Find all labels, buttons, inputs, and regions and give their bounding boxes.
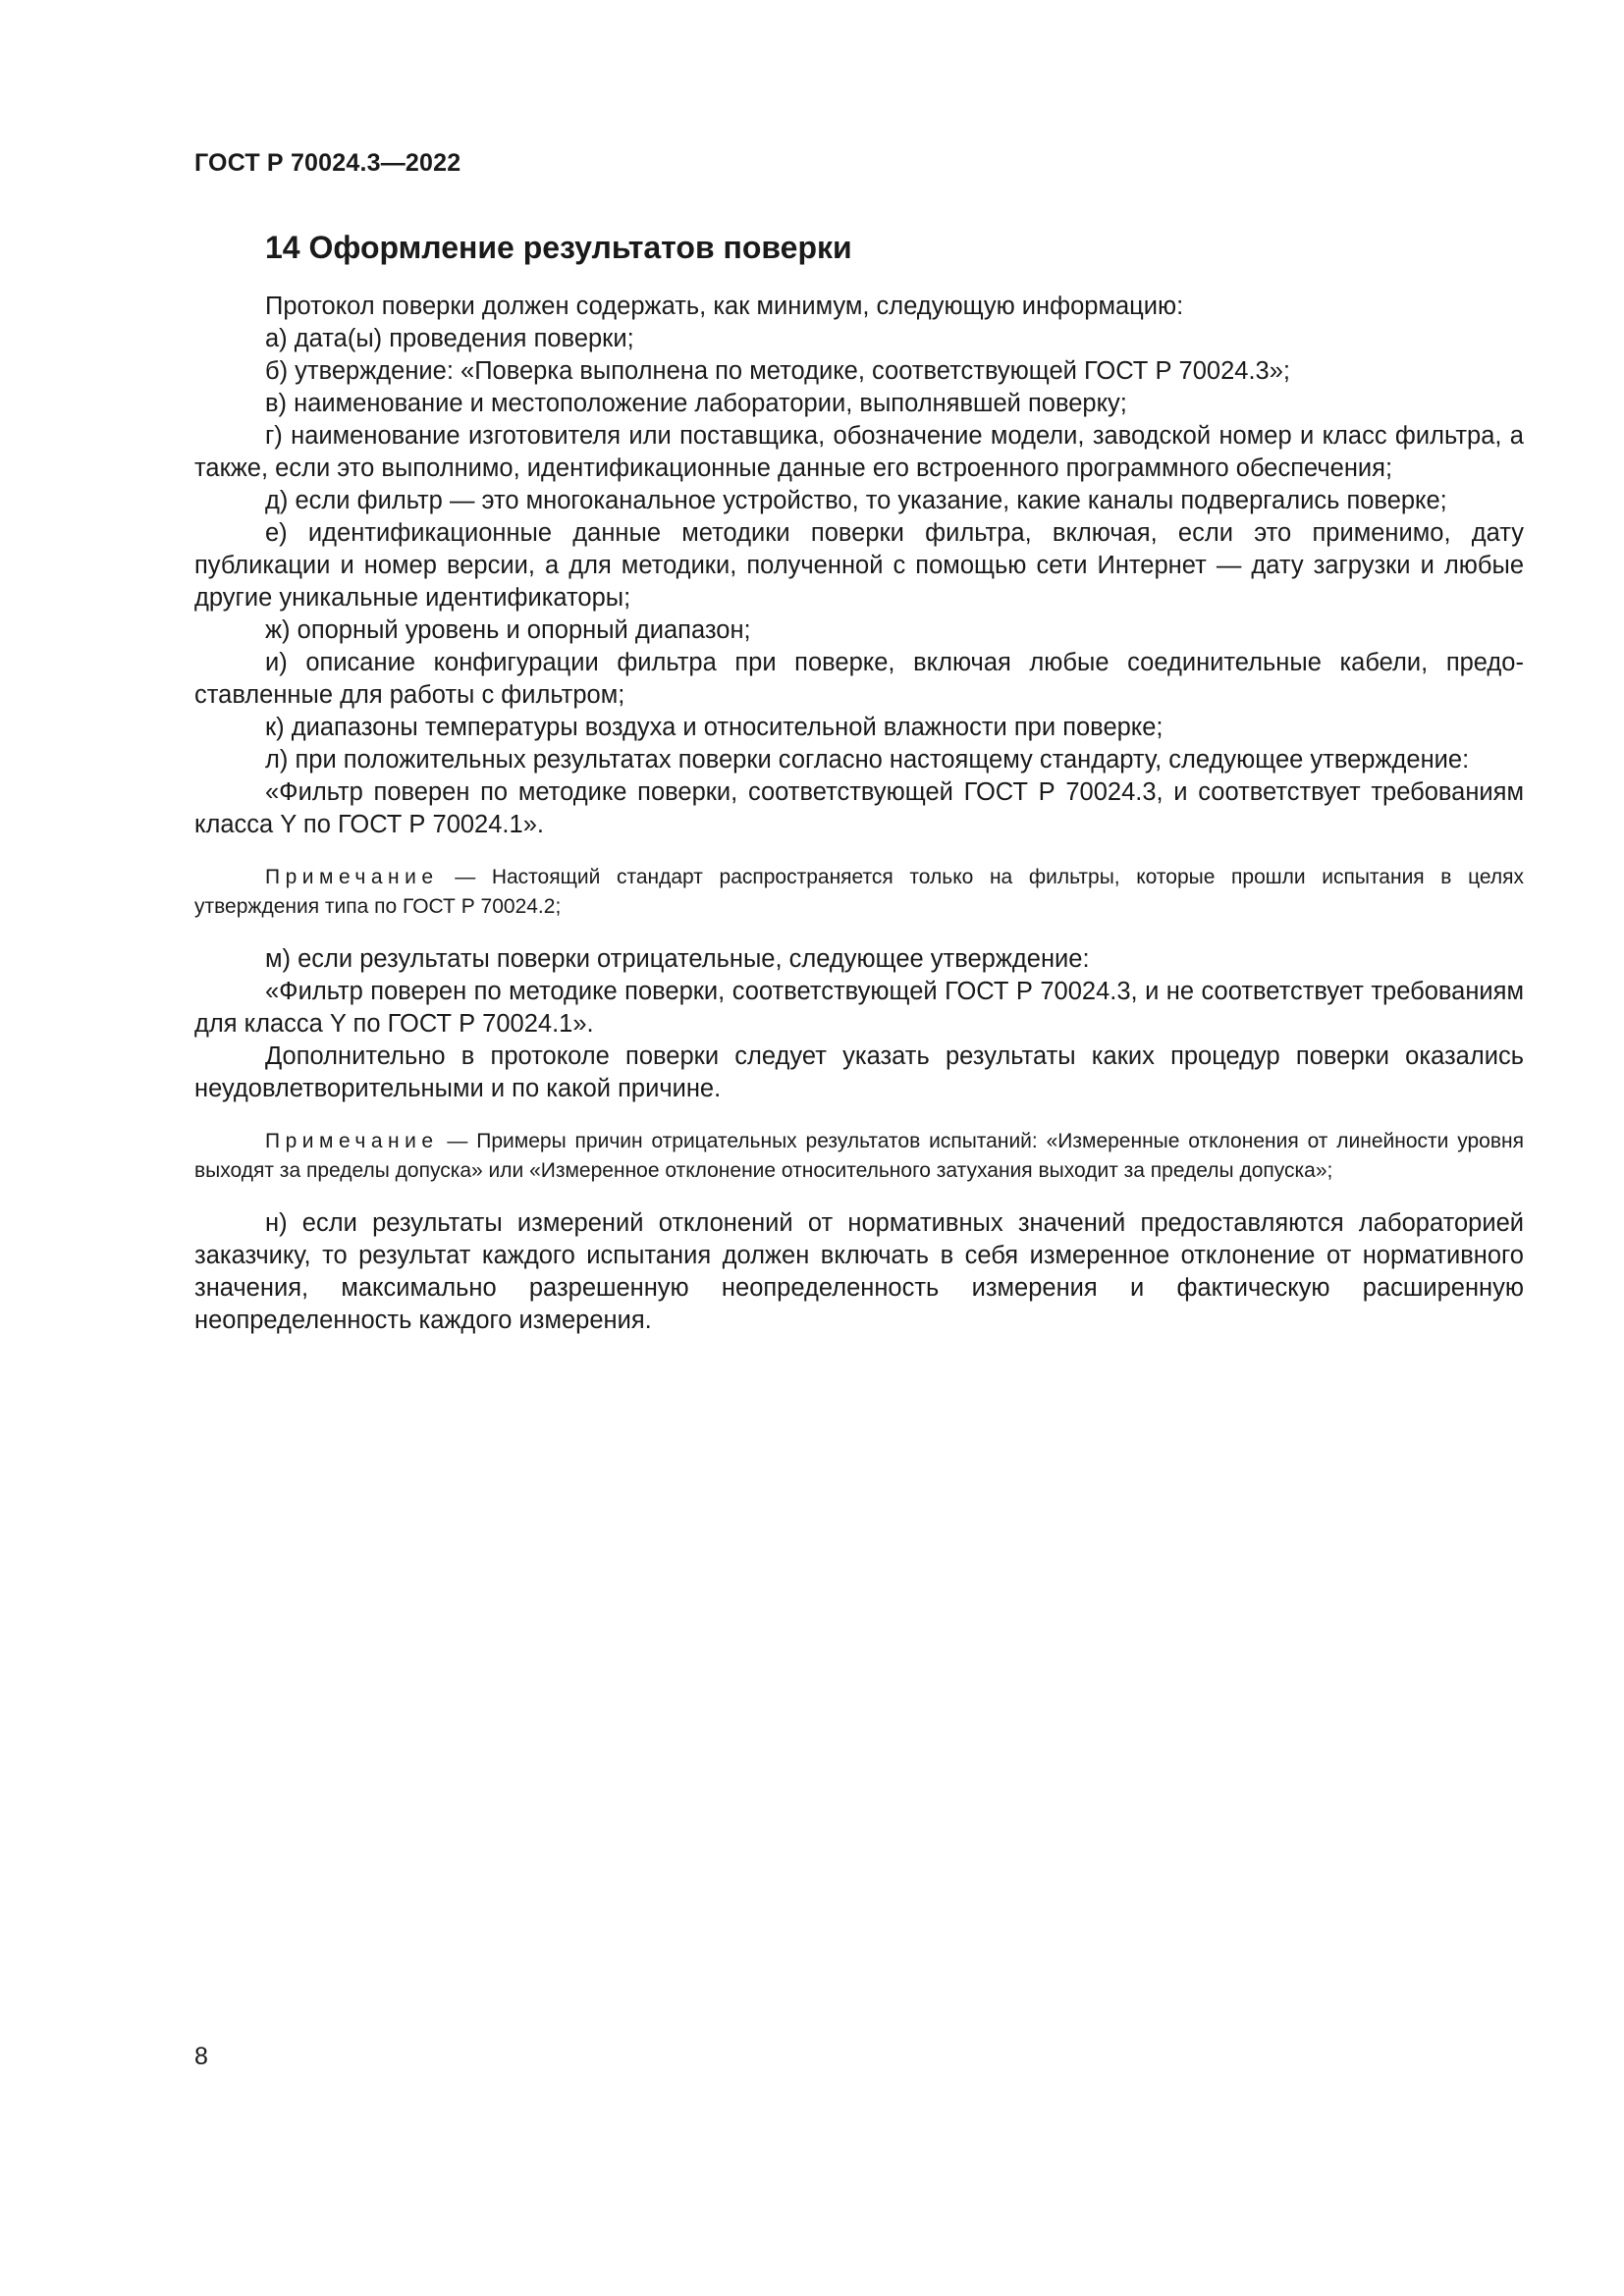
note-text: — Настоящий стандарт распространяется только на фильтры, которые прошли испытания в целях утверждения типа по ГОСТ Р 70024.2; (194, 866, 1524, 918)
list-item-n: н) если результаты измерений отклонений от нормативных значений предоставляются лабораторией заказчику, то результат каждого испытания должен включать в себя измеренное отклонение от нормативного значения, максимально разрешенную неопределенность измерения и фактическую расширенную неопределенность каждого измерения. (194, 1209, 1524, 1334)
paragraph-additional: Дополнительно в протоколе поверки следует указать результаты каких процедур поверки оказались неудовлетворительными и по какой причине. (194, 1042, 1524, 1102)
quote-negative: «Фильтр поверен по методике поверки, соответствующей ГОСТ Р 70024.3, и не соответствует требованиям для класса Y по ГОСТ Р 70024.1». (194, 978, 1524, 1038)
note-1 (194, 863, 1524, 922)
list-item-l: л) при положительных результатах поверки согласно настоящему стандарту, следующее утверждение: (265, 746, 1470, 774)
list-item-zh: ж) опорный уровень и опорный диапазон; (265, 616, 751, 644)
list-item-e: е) идентификационные данные методики поверки фильтра, включая, если это применимо, дату публикации и номер версии, а для методики, полученной с помощью сети Интернет — дату загрузки и любые другие уникальные идентификаторы; (194, 519, 1524, 612)
quote-positive: «Фильтр поверен по методике поверки, соответствующей ГОСТ Р 70024.3, и соответствует требованиям класса Y по ГОСТ Р 70024.1». (194, 778, 1524, 838)
section-title: 14 Оформление результатов поверки (265, 230, 852, 265)
list-item-m: м) если результаты поверки отрицательные, следующее утверждение: (265, 945, 1090, 973)
list-item-a: а) дата(ы) проведения поверки; (265, 325, 634, 352)
list-item-i: и) описание конфигурации фильтра при поверке, включая любые соединительные кабели, предоставленные для работы с фильтром; (194, 649, 1524, 709)
document-header: ГОСТ Р 70024.3—2022 (194, 149, 461, 177)
list-item-g: г) наименование изготовителя или поставщика, обозначение модели, заводской номер и класс фильтра, а также, если это выполнимо, идентификационные данные его встроенного программного обеспечения; (194, 422, 1524, 482)
note-text: — Примеры причин отрицательных результатов испытаний: «Измеренные отклонения от линейности уровня выходят за пределы допуска» или «Измеренное отклонение относительного затухания выходит за пределы допуска»; (194, 1130, 1524, 1182)
note-label: Примечание (265, 866, 439, 888)
page-number: 8 (194, 2043, 208, 2070)
note-label: Примечание (265, 1130, 439, 1152)
list-item-d: д) если фильтр — это многоканальное устройство, то указание, какие каналы подвергались поверке; (265, 487, 1447, 514)
paragraph-intro: Протокол поверки должен содержать, как минимум, следующую информацию: (265, 293, 1184, 320)
list-item-k: к) диапазоны температуры воздуха и относительной влажности при поверке; (265, 714, 1164, 741)
list-item-b: б) утверждение: «Поверка выполнена по методике, соответствующей ГОСТ Р 70024.3»; (265, 357, 1290, 385)
list-item-v: в) наименование и местоположение лаборатории, выполнявшей поверку; (265, 390, 1127, 417)
note-2 (194, 1127, 1524, 1186)
page-content (194, 226, 1524, 1337)
